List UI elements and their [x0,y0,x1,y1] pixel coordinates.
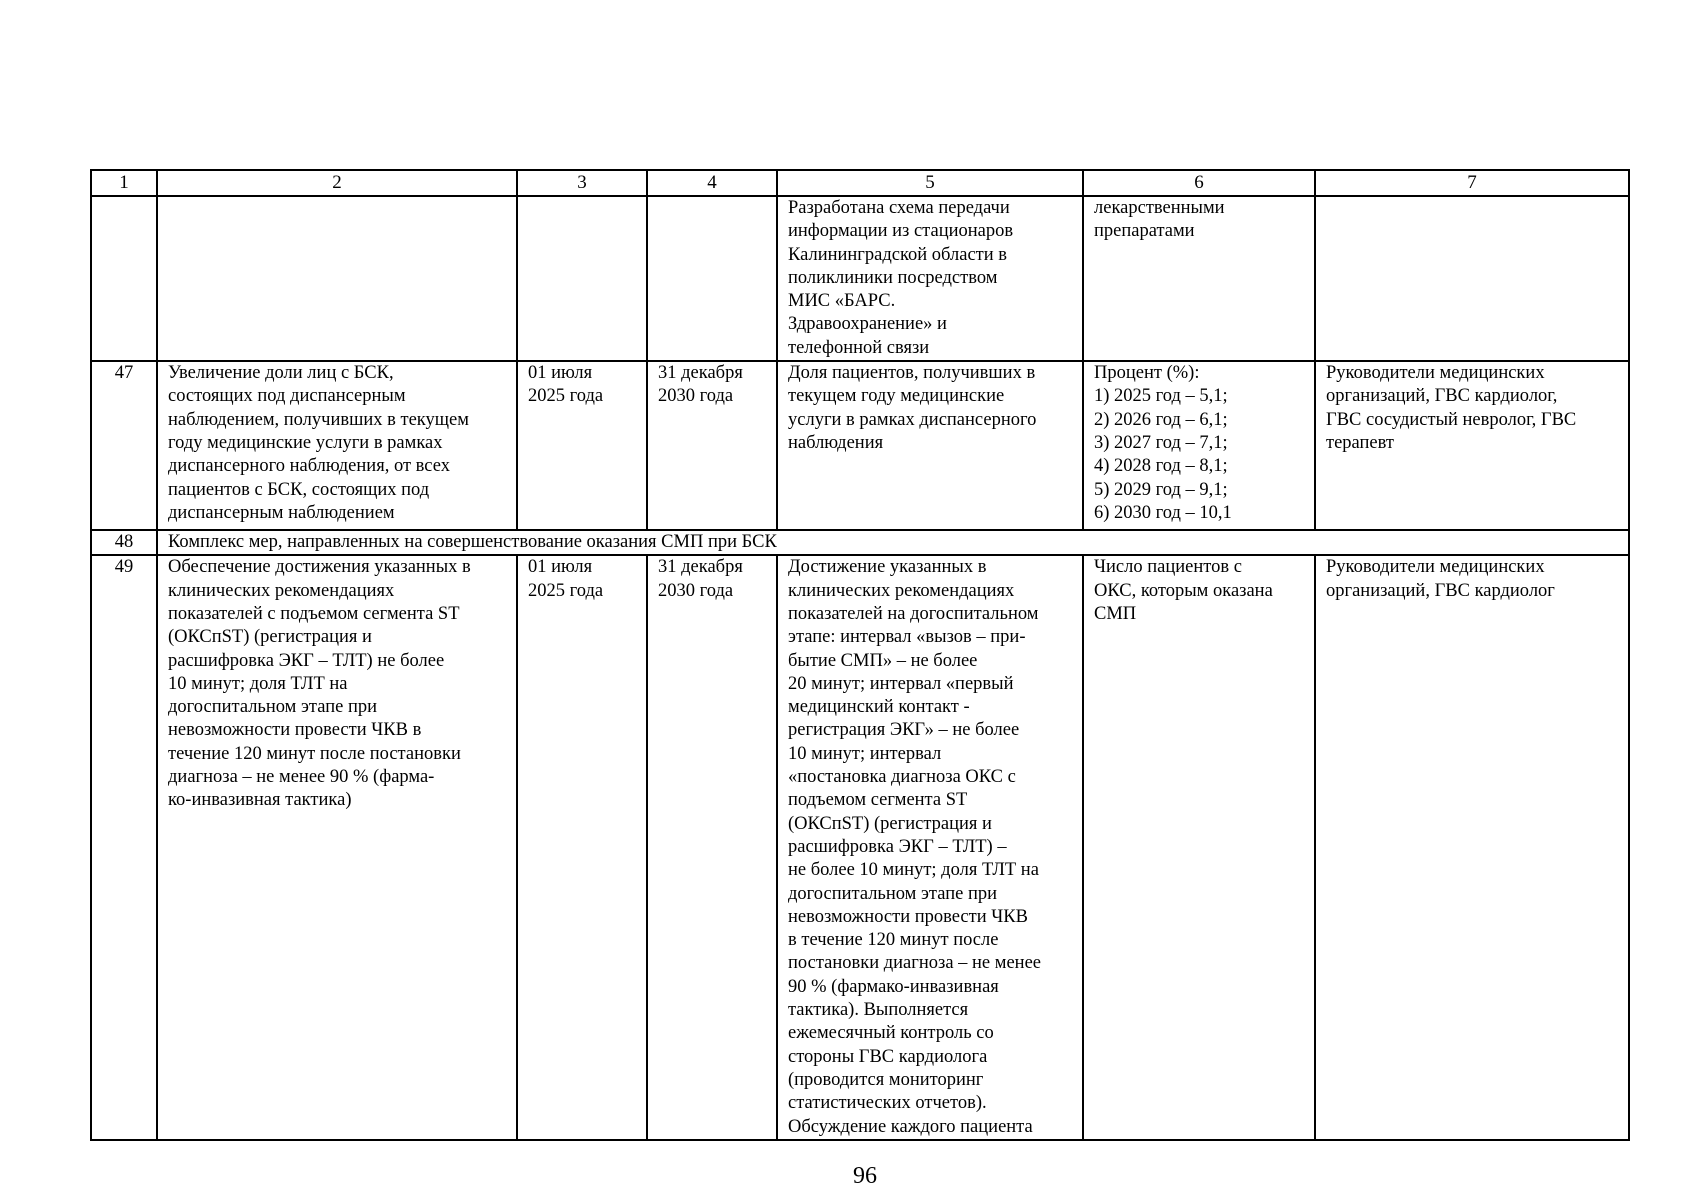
text-line: Доля пациентов, получивших в [788,363,1036,384]
text-line: Руководители медицинских [1326,557,1545,578]
text-line: году медицинские услуги в рамках [168,432,443,453]
text-line: Разработана схема передачи [788,198,1010,218]
cell-measure [157,196,517,361]
text-line: диспансерным наблюдением [168,502,395,523]
text-line: постановки диагноза – не менее [788,953,1042,974]
text-line: услуги в рамках диспансерного [788,409,1037,430]
text-line: показателей с подъемом сегмента ST [168,603,460,624]
text-line: «постановка диагноза ОКС с [788,767,1016,788]
header-cell: 5 [777,170,1083,196]
header-cell: 6 [1083,170,1315,196]
text-line: расшифровка ЭКГ – ТЛТ) – [788,836,1007,857]
text-line: наблюдением, получивших в текущем [168,409,469,430]
cell-section-title: Комплекс мер, направленных на совершенствование оказания СМП при БСК [157,530,1629,555]
cell-number: 49 [91,555,157,1140]
cell-result [777,196,1083,361]
text-line: догоспитальном этапе при [168,697,378,718]
text-line: организаций, ГВС кардиолог, [1326,386,1558,407]
text-line: ОКС, которым оказана [1094,580,1273,601]
text-line: Число пациентов с [1094,557,1242,578]
text-line: Достижение указанных в [788,557,987,578]
text-line: ко-инвазивная тактика) [168,790,352,811]
text-line: 01 июля [528,557,593,578]
text-line: Обсуждение каждого пациента [788,1116,1033,1137]
header-cell: 7 [1315,170,1629,196]
cell-measure [157,555,517,1140]
text-line: показателей на догоспитальном [788,603,1039,624]
text-line: в течение 120 минут после [788,930,999,951]
text-line: тактика). Выполняется [788,1000,969,1021]
cell-number [91,196,157,361]
text-line: препаратами [1094,221,1195,242]
text-line: 20 минут; интервал «первый [788,673,1014,694]
table-row-continuation [91,196,1629,361]
text-line: диагноза – не менее 90 % (фарма- [168,767,435,788]
text-line: ГВС сосудистый невролог, ГВС [1326,409,1577,430]
text-line: 4) 2028 год – 8,1; [1094,456,1228,477]
header-cell: 3 [517,170,647,196]
text-line: 10 минут; доля ТЛТ на [168,673,348,694]
text-line: состоящих под диспансерным [168,386,406,407]
cell-responsible [1315,196,1629,361]
cell-end-date [647,555,777,1140]
text-line: этапе: интервал «вызов – при- [788,627,1026,648]
plan-table [90,169,1630,1141]
text-line: 90 % (фармако-инвазивная [788,976,999,997]
text-line: невозможности провести ЧКВ [788,906,1028,927]
text-line: догоспитальном этапе при [788,883,998,904]
text-line: стороны ГВС кардиолога [788,1046,988,1067]
table-row-49 [91,555,1629,1140]
text-line: ежемесячный контроль со [788,1023,994,1044]
text-line: 31 декабря [658,557,743,578]
text-line: СМП [1094,603,1137,624]
text-line: 3) 2027 год – 7,1; [1094,432,1228,453]
header-row [91,170,1629,196]
cell-indicator [1083,555,1315,1140]
cell-end-date [647,361,777,530]
cell-start-date [517,361,647,530]
cell-measure [157,361,517,530]
text-line: текущем году медицинские [788,386,1005,407]
text-line: 2) 2026 год – 6,1; [1094,409,1228,430]
text-line: Процент (%): [1094,363,1200,384]
cell-end-date [647,196,777,361]
cell-number: 47 [91,361,157,530]
header-cell: 4 [647,170,777,196]
cell-result [777,555,1083,1140]
text-line: невозможности провести ЧКВ в [168,720,422,741]
header-cell: 1 [91,170,157,196]
text-line: (проводится мониторинг [788,1069,984,1090]
text-line: 01 июля [528,363,593,384]
cell-responsible [1315,361,1629,530]
text-line: 6) 2030 год – 10,1 [1094,502,1232,523]
text-line: 5) 2029 год – 9,1; [1094,479,1228,500]
text-line: клинических рекомендациях [788,580,1015,601]
cell-indicator [1083,196,1315,361]
text-line: регистрация ЭКГ» – не более [788,720,1020,741]
text-line: наблюдения [788,432,884,453]
text-line: Обеспечение достижения указанных в [168,557,471,578]
text-line: терапевт [1326,432,1394,453]
text-line: Увеличение доли лиц с БСК, [168,363,394,384]
text-line: медицинский контакт - [788,697,970,718]
text-line: Калининградской области в [788,244,1008,265]
text-line: 2030 года [658,386,734,407]
text-line: 2025 года [528,386,604,407]
text-line: клинических рекомендациях [168,580,395,601]
table-row-47 [91,361,1629,530]
text-line: пациентов с БСК, состоящих под [168,479,430,500]
text-line: не более 10 минут; доля ТЛТ на [788,860,1039,881]
text-line: течение 120 минут после постановки [168,743,461,764]
cell-number: 48 [91,530,157,555]
text-line: Руководители медицинских [1326,363,1545,384]
text-line: расшифровка ЭКГ – ТЛТ) не более [168,650,445,671]
cell-indicator [1083,361,1315,530]
text-line: подъемом сегмента ST [788,790,968,811]
text-line: организаций, ГВС кардиолог [1326,580,1555,601]
text-line: 10 минут; интервал [788,743,942,764]
text-line: поликлиники посредством [788,267,998,288]
text-line: статистических отчетов). [788,1093,987,1114]
text-line: (ОКСпST) (регистрация и [168,627,372,648]
text-line: 31 декабря [658,363,743,384]
cell-result [777,361,1083,530]
text-line: бытие СМП» – не более [788,650,978,671]
text-line: информации из стационаров [788,221,1014,242]
text-line: Здравоохранение» и [788,314,947,335]
text-line: 2030 года [658,580,734,601]
cell-start-date [517,196,647,361]
text-line: (ОКСпST) (регистрация и [788,813,992,834]
text-line: 1) 2025 год – 5,1; [1094,386,1228,407]
cell-start-date [517,555,647,1140]
text-line: 2025 года [528,580,604,601]
text-line: диспансерного наблюдения, от всех [168,456,450,477]
text-line: лекарственными [1094,198,1225,218]
text-line: МИС «БАРС. [788,291,896,312]
text-line: телефонной связи [788,337,930,358]
table-row-48 [91,530,1629,555]
header-cell: 2 [157,170,517,196]
page-number: 96 [853,1163,877,1189]
cell-responsible [1315,555,1629,1140]
